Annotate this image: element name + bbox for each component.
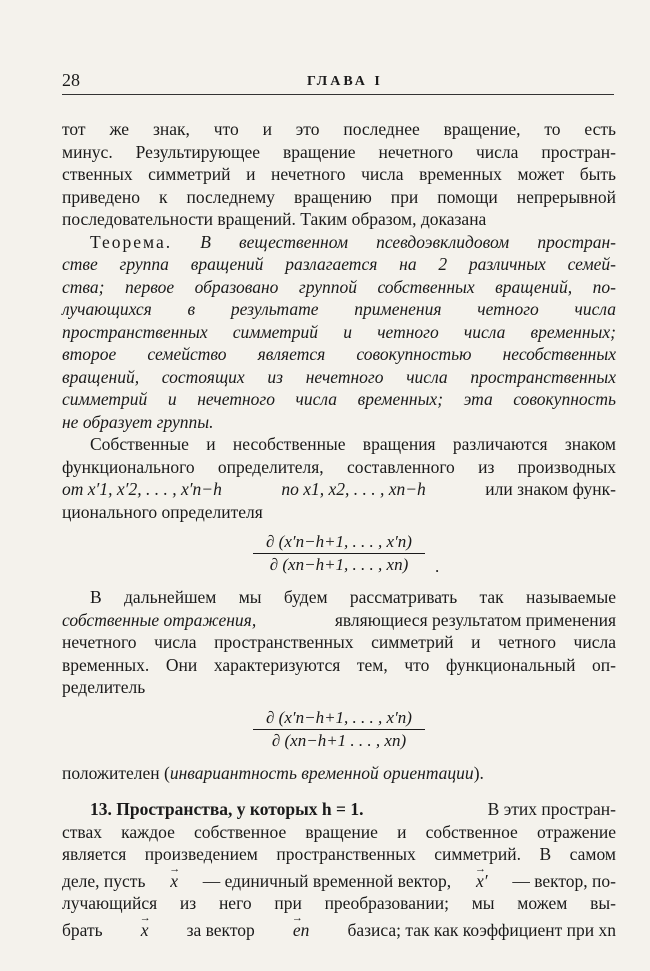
- theorem-text: В вещественном псевдоэвклидовом простран-: [200, 231, 616, 252]
- formula-numerator: ∂ (x′n−h+1, . . . , x′n): [266, 532, 412, 551]
- text-line: временных. Они характеризуются тем, что функциональный оп-: [62, 654, 616, 675]
- vector-x: → x: [170, 870, 178, 893]
- theorem-label: Теорема.: [90, 231, 173, 252]
- vector-e-n: → en: [293, 919, 310, 942]
- text-fragment: являющиеся результатом применения: [334, 609, 616, 630]
- text-fragment: В этих простран-: [487, 799, 616, 819]
- formula-numerator: ∂ (x′n−h+1, . . . , x′n): [266, 707, 412, 727]
- text-line: В дальнейшем мы будем рассматривать так называемые: [90, 587, 616, 607]
- theorem-line: второе семейство является совокупностью несобственных: [62, 344, 616, 364]
- text-fragment: деле, пусть: [62, 870, 146, 891]
- text-fragment: базиса; так как коэффициент при xn: [347, 919, 616, 940]
- text-line: Собственные и несобственные вращения различаются знаком: [90, 434, 616, 454]
- theorem-line: вращений, состоящих из нечетного числа пространственных: [62, 366, 616, 387]
- formula-determinant-2: [62, 707, 616, 752]
- section-title: Пространства, у которых h = 1.: [116, 799, 364, 819]
- theorem-line: ства; первое образовано группой собственных вращений, по-: [62, 276, 616, 297]
- text-line: нечетного числа пространственных симметрий и четного числа: [62, 632, 616, 652]
- text-line-with-math: [62, 478, 616, 501]
- text-line: приведено к последнему вращению при помощи непрерывной: [62, 186, 616, 207]
- text-fragment: ).: [473, 762, 484, 783]
- text-fragment: за вектор: [186, 919, 255, 940]
- theorem-line: лучающихся в результате применения четного числа: [62, 299, 616, 319]
- theorem-line: не образует группы.: [62, 411, 214, 432]
- formula-denominator: ∂ (xn−h+1 . . . , xn): [271, 730, 407, 750]
- text-fragment: положителен (: [62, 762, 170, 783]
- text-fragment: или знаком функ-: [485, 479, 616, 499]
- header-rule: [62, 94, 614, 95]
- text-line: ределитель: [62, 677, 146, 697]
- text-line: лучающийся из него при преобразовании; мы можем вы-: [62, 893, 616, 913]
- formula-denominator: ∂ (xn−h+1, . . . , xn): [269, 555, 409, 574]
- section-number: 13.: [90, 799, 112, 819]
- text-line: последовательности вращений. Таким образом, доказана: [62, 209, 487, 229]
- page-number: 28: [62, 70, 80, 90]
- text-fragment: брать: [62, 919, 103, 940]
- text-line: является произведением пространственных симметрий. В самом: [62, 844, 616, 864]
- independent-variables: по x1, x2, . . . , xn−h: [281, 479, 426, 499]
- chapter-title: ГЛАВА I: [307, 74, 383, 89]
- theorem-first-line: [62, 231, 616, 254]
- term-emphasis: инвариантность временной ориентации: [169, 762, 474, 783]
- formula-period: .: [435, 557, 440, 576]
- text-line: ционального определителя: [62, 501, 263, 522]
- theorem-line: пространственных симметрий и четного числа временных;: [62, 321, 616, 342]
- vector-x: → x: [141, 919, 149, 942]
- formula-determinant-1: [62, 531, 616, 576]
- term-emphasis: собственные отражения,: [62, 609, 257, 630]
- text-line: ственных симметрий и нечетного числа временных может быть: [62, 164, 616, 184]
- page-body: [62, 118, 616, 941]
- vector-x-prime: → x′: [476, 870, 488, 893]
- section-heading-line: [62, 798, 616, 821]
- text-fragment: — вектор, по-: [512, 870, 616, 891]
- theorem-line: симметрий и нечетного числа временных; эта совокупность: [62, 389, 616, 409]
- text-line: тот же знак, что и это последнее вращение, то есть: [62, 119, 616, 139]
- text-line: функционального определителя, составленного из производных: [62, 456, 616, 477]
- text-line-with-vectors: [62, 919, 616, 942]
- theorem-line: стве группа вращений разлагается на 2 различных семей-: [62, 254, 616, 274]
- text-fragment: — единичный временной вектор,: [202, 870, 452, 891]
- text-line: минус. Результирующее вращение нечетного числа простран-: [62, 141, 616, 162]
- text-line: ствах каждое собственное вращение и собственное отражение: [62, 821, 616, 842]
- text-line-with-vectors: [62, 870, 616, 893]
- page-header: [62, 70, 614, 94]
- text-line-mixed: [62, 609, 616, 632]
- text-line-mixed: [62, 762, 616, 785]
- derivative-variables: от x′1, x′2, . . . , x′n−h: [62, 479, 222, 499]
